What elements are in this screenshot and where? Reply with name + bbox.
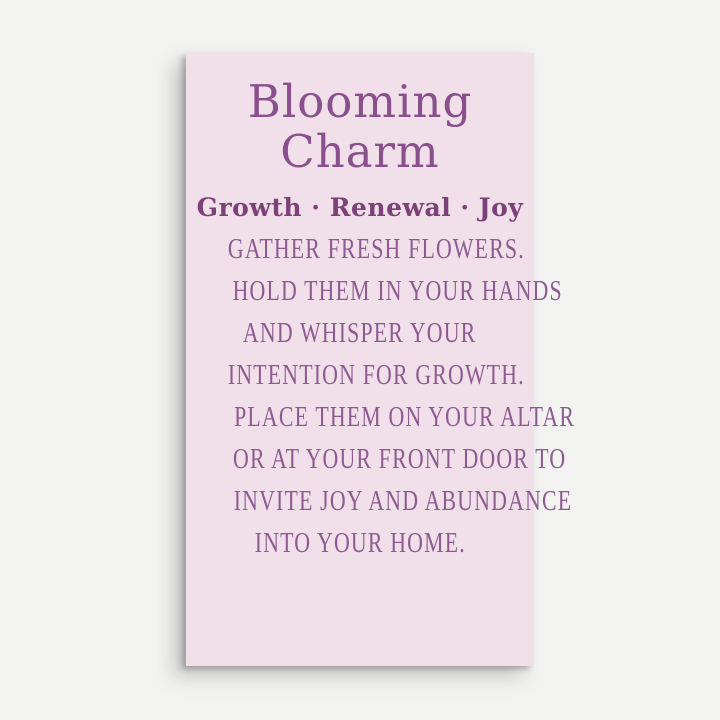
instruction-line-text: PLACE THEM ON YOUR ALTAR [234, 402, 576, 433]
charm-card [186, 53, 576, 666]
instruction-line [186, 397, 576, 439]
instruction-line-text: GATHER FRESH FLOWERS. [227, 234, 525, 265]
instruction-line-text: OR AT YOUR FRONT DOOR TO [233, 444, 567, 475]
card-title: Blooming Charm [247, 75, 473, 178]
instruction-line [186, 439, 567, 481]
instruction-line-text: AND WHISPER YOUR [243, 318, 477, 349]
card-instructions [186, 229, 576, 565]
instruction-line [186, 229, 534, 271]
card-subtitle: Growth · Renewal · Joy [196, 193, 524, 222]
instruction-line [186, 481, 573, 523]
instruction-line [186, 355, 534, 397]
instruction-line [186, 271, 563, 313]
charm-card-face [186, 53, 576, 666]
instruction-line-text: INTO YOUR HOME. [254, 528, 466, 559]
instruction-line-text: HOLD THEM IN YOUR HANDS [232, 276, 563, 307]
instruction-line-text: INTENTION FOR GROWTH. [227, 360, 525, 391]
instruction-line [186, 523, 534, 565]
instruction-line [186, 313, 534, 355]
instruction-line-text: INVITE JOY AND ABUNDANCE [233, 486, 573, 517]
